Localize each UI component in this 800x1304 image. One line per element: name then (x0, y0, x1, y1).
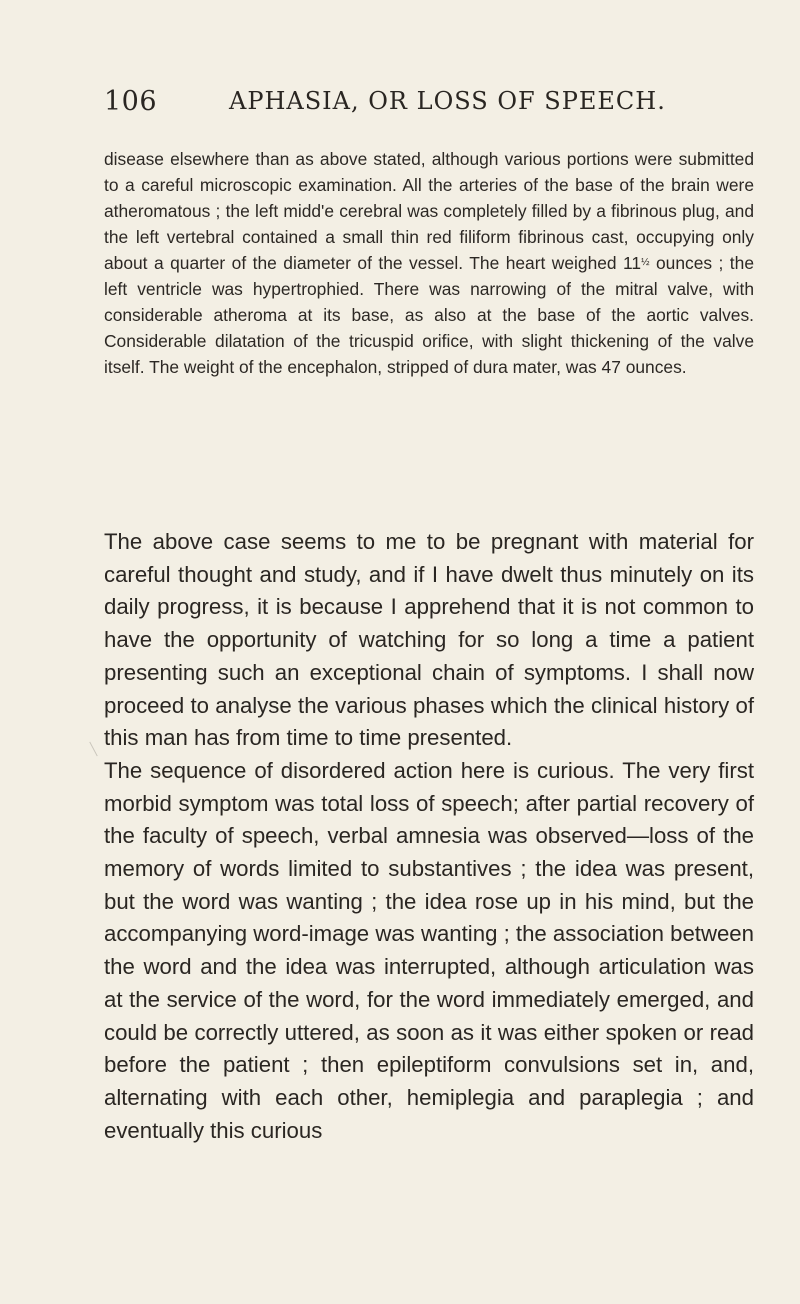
page-number: 106 (104, 86, 158, 117)
running-head (104, 86, 744, 126)
autopsy-notes (104, 146, 754, 380)
running-title: APHASIA, OR LOSS OF SPEECH. (229, 87, 666, 115)
fraction: ½ (641, 257, 650, 269)
autopsy-paragraph (104, 146, 754, 380)
autopsy-text-after-fraction: ounces ; the left ventricle was hypertrophied. There was narrowing of the mitral valve, with considerable atheroma at its base, as also at the base of the aortic valves. Considerable dilatation of the tricuspid orifice, with slight thickening of the valve itself. The weight of the encephalon, stripped of dura mater, was 47 ounces. (104, 253, 754, 377)
commentary-paragraph-2: The sequence of disordered action here is curious. The very first morbid symptom was total loss of speech; after partial recovery of the faculty of speech, verbal amnesia was observed—loss of the memory of words limited to substantives ; the idea was present, but the word was wanting ; the idea rose up in his mind, but the accompanying word-image was wanting ; the association between the word and the idea was interrupted, although articulation was at the service of the word, for the word immediately emerged, and could be correctly uttered, as soon as it was either spoken or read before the patient ; then epileptiform convulsions set in, and, alternating with each other, hemiplegia and paraplegia ; and eventually this curious (104, 757, 754, 1143)
commentary (104, 526, 754, 1147)
commentary-paragraph-1: The above case seems to me to be pregnant with material for careful thought and study, and if I have dwelt thus minutely on its daily progress, it is because I apprehend that it is not common to have the opportunity of watching for so long a time a patient presenting such an exceptional chain of symptoms. I shall now proceed to analyse the various phases which the clinical history of this man has from time to time presented. (104, 529, 754, 751)
autopsy-text-before-fraction: disease elsewhere than as above stated, although various portions were submitted to a careful microscopic examination. All the arteries of the base of the brain were atheromatous ; the left midd'e cerebral was completely filled by a fibrinous plug, and the left vertebral contained a small thin red filiform fibrinous cast, occupying only about a quarter of the diameter of the vessel. The heart weighed 11 (104, 149, 754, 273)
scan-mark (89, 742, 97, 757)
